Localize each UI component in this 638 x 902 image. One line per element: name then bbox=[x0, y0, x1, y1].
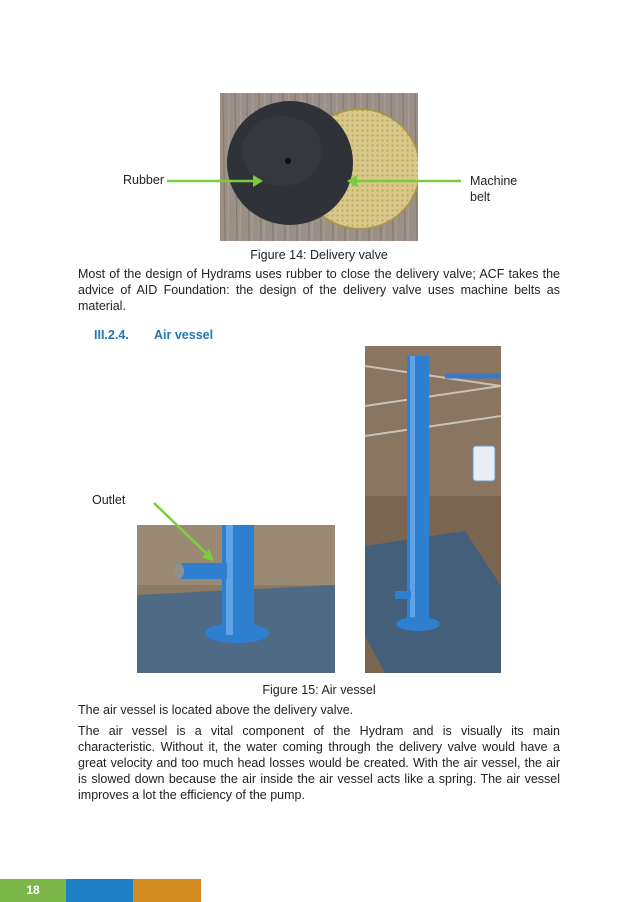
label-rubber: Rubber bbox=[123, 173, 164, 187]
rubber-arrow bbox=[165, 172, 265, 190]
outlet-arrow bbox=[150, 500, 220, 565]
air-vessel-photo-full bbox=[365, 346, 501, 673]
paragraph-air-vessel-location: The air vessel is located above the delivery valve. bbox=[78, 703, 354, 717]
paragraph-delivery-valve: Most of the design of Hydrams uses rubber to close the delivery valve; ACF takes the advice of AID Foundation: the design of the delivery valve uses machine belts as material. bbox=[78, 267, 560, 313]
figure-14-caption: Figure 14: Delivery valve bbox=[250, 248, 388, 262]
figure-15-caption: Figure 15: Air vessel bbox=[262, 683, 376, 697]
section-title: Air vessel bbox=[154, 328, 214, 342]
label-belt: belt bbox=[470, 190, 491, 204]
footer-blue-bar bbox=[66, 879, 133, 902]
paragraph-air-vessel-description: The air vessel is a vital component of the Hydram and is visually its main characteristic. Without it, the water coming through the delivery valve would have a great velocity and too much head losses would be created. With the air vessel, the air is slowed down because the air inside the air vessel acts like a spring. The air vessel improves a lot the efficiency of the pump. bbox=[78, 724, 560, 802]
delivery-valve-photo bbox=[220, 93, 418, 241]
footer-orange-bar bbox=[133, 879, 201, 902]
page-number: 18 bbox=[0, 879, 66, 902]
label-machine: Machine bbox=[470, 174, 518, 188]
machine-belt-arrow bbox=[345, 172, 463, 190]
label-outlet: Outlet bbox=[92, 493, 126, 507]
section-number: III.2.4. bbox=[94, 328, 129, 342]
